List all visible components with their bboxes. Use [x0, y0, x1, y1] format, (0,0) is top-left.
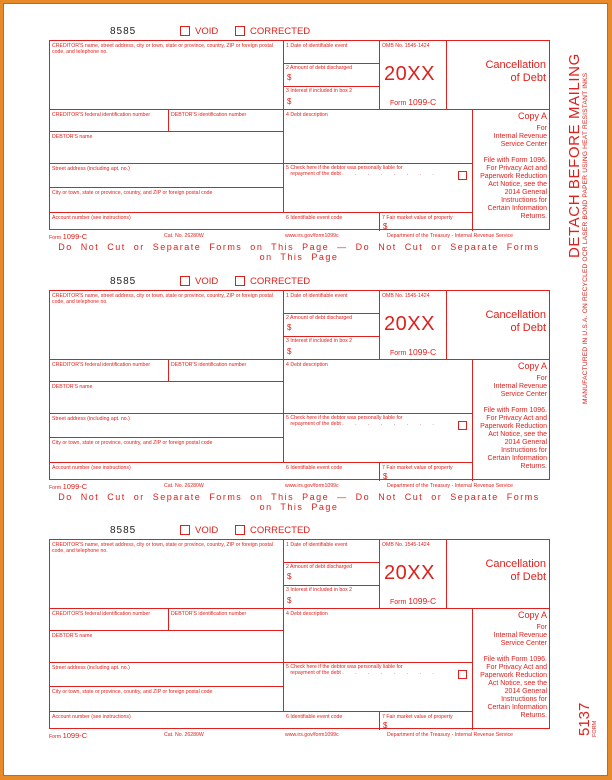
box4-label: 4 Debt description [286, 112, 328, 118]
box7-dollar: $ [383, 222, 388, 231]
box2-label: 2 Amount of debt discharged [286, 315, 353, 321]
box3-label: 3 Interest if included in box 2 [286, 88, 353, 94]
debtor-name-label: DEBTOR'S name [52, 134, 93, 140]
footer-cat: Cat. No. 26280W [164, 732, 204, 738]
corrected-label: CORRECTED [250, 525, 311, 536]
form-number: Form 1099-C [390, 97, 437, 107]
box1-label: 1 Date of identifiable event [286, 293, 348, 299]
form-1099c [4, 274, 564, 522]
city-label: City or town, state or province, country, and ZIP or foreign postal code [52, 440, 213, 446]
box6-label: 6 Identifiable event code [286, 465, 343, 471]
footer-url: www.irs.gov/form1099c [285, 732, 339, 738]
omb-label: OMB No. 1545-1424 [382, 293, 430, 299]
copy-info: For Internal Revenue Service Center File with Form 1096. For Privacy Act and Paperwork Reduction Act Notice, see the 2014 General Instructions for Certain Information Returns. [480, 624, 547, 719]
corrected-label: CORRECTED [250, 26, 311, 37]
footer-dept: Department of the Treasury - Internal Revenue Service [387, 233, 514, 239]
form-grid [49, 290, 550, 480]
form-code: 8585 [110, 276, 137, 287]
footer-cat: Cat. No. 26280W [164, 483, 204, 489]
form-code: 8585 [110, 525, 137, 536]
box5-checkbox[interactable] [458, 171, 467, 180]
void-label: VOID [195, 26, 219, 37]
account-label: Account number (see instructions) [52, 215, 131, 221]
footer-cat: Cat. No. 26280W [164, 233, 204, 239]
footer-url: www.irs.gov/form1099c [285, 483, 339, 489]
page-frame [3, 3, 608, 776]
box6-label: 6 Identifiable event code [286, 714, 343, 720]
box3-label: 3 Interest if included in box 2 [286, 587, 353, 593]
box5-label: 5 Check here if the debtor was personally liable for repayment of the debt . . . . . . . . [286, 664, 439, 677]
debtor-id-label: DEBTOR'S identification number [171, 112, 247, 118]
void-checkbox[interactable] [180, 276, 190, 286]
box2-label: 2 Amount of debt discharged [286, 65, 353, 71]
form-1099c [4, 523, 564, 771]
form-number: Form 1099-C [390, 596, 437, 606]
box1-label: 1 Date of identifiable event [286, 542, 348, 548]
form-header [4, 24, 564, 40]
footer-form: Form 1099-C [49, 232, 88, 241]
box5-checkbox[interactable] [458, 421, 467, 430]
box6-label: 6 Identifiable event code [286, 215, 343, 221]
box4-label: 4 Debt description [286, 611, 328, 617]
box3-dollar: $ [287, 97, 292, 106]
form-grid [49, 40, 550, 230]
form-title: Cancellation of Debt [485, 309, 546, 334]
footer-dept: Department of the Treasury - Internal Revenue Service [387, 483, 514, 489]
box2-dollar: $ [287, 73, 292, 82]
box1-label: 1 Date of identifiable event [286, 43, 348, 49]
corrected-label: CORRECTED [250, 276, 311, 287]
manufactured-notice: MANUFACTURED IN U.S.A. ON RECYCLED OCR LASER BOND PAPER USING HEAT RESISTANT INKS [582, 72, 589, 404]
box5-label: 5 Check here if the debtor was personally liable for repayment of the debt . . . . . . . . [286, 415, 439, 428]
street-label: Street address (including apt. no.) [52, 416, 130, 422]
debtor-id-label: DEBTOR'S identification number [171, 362, 247, 368]
account-label: Account number (see instructions) [52, 714, 131, 720]
creditor-fid-label: CREDITOR'S federal identification number [52, 611, 151, 617]
box7-dollar: $ [383, 721, 388, 730]
street-label: Street address (including apt. no.) [52, 166, 130, 172]
void-label: VOID [195, 525, 219, 536]
footer-form: Form 1099-C [49, 482, 88, 491]
omb-label: OMB No. 1545-1424 [382, 542, 430, 548]
box3-dollar: $ [287, 596, 292, 605]
box7-dollar: $ [383, 472, 388, 481]
box4-label: 4 Debt description [286, 362, 328, 368]
corrected-checkbox[interactable] [235, 276, 245, 286]
do-not-cut-notice: Do Not Cut or Separate Forms on This Page — Do Not Cut or Separate Forms on This Page [58, 242, 540, 262]
debtor-name-label: DEBTOR'S name [52, 633, 93, 639]
tax-year: 20XX [384, 313, 435, 335]
footer-form: Form 1099-C [49, 731, 88, 740]
box7-label: 7 Fair market value of property [382, 215, 453, 221]
form-title: Cancellation of Debt [485, 59, 546, 84]
box5-checkbox[interactable] [458, 670, 467, 679]
box7-label: 7 Fair market value of property [382, 714, 453, 720]
copy-label: Copy A [517, 361, 547, 371]
creditor-fid-label: CREDITOR'S federal identification number [52, 362, 151, 368]
void-checkbox[interactable] [180, 26, 190, 36]
debtor-name-label: DEBTOR'S name [52, 384, 93, 390]
account-label: Account number (see instructions) [52, 465, 131, 471]
box3-dollar: $ [287, 347, 292, 356]
void-label: VOID [195, 276, 219, 287]
form-number: Form 1099-C [390, 347, 437, 357]
creditor-name-label: CREDITOR'S name, street address, city or town, state or province, country, ZIP or foreign postal code, and telephone no. [52, 43, 273, 56]
creditor-name-label: CREDITOR'S name, street address, city or town, state or province, country, ZIP or foreign postal code, and telephone no. [52, 542, 273, 555]
detach-before-mailing: DETACH BEFORE MAILING [566, 53, 583, 258]
box2-label: 2 Amount of debt discharged [286, 564, 353, 570]
city-label: City or town, state or province, country, and ZIP or foreign postal code [52, 689, 213, 695]
form-header [4, 274, 564, 290]
box7-label: 7 Fair market value of property [382, 465, 453, 471]
form-header [4, 523, 564, 539]
copy-info: For Internal Revenue Service Center File with Form 1096. For Privacy Act and Paperwork Reduction Act Notice, see the 2014 General Instructions for Certain Information Returns. [480, 125, 547, 220]
form-grid [49, 539, 550, 729]
omb-label: OMB No. 1545-1424 [382, 43, 430, 49]
copy-info: For Internal Revenue Service Center File with Form 1096. For Privacy Act and Paperwork Reduction Act Notice, see the 2014 General Instructions for Certain Information Returns. [480, 375, 547, 470]
box5-label: 5 Check here if the debtor was personally liable for repayment of the debt . . . . . . . . [286, 165, 439, 178]
street-label: Street address (including apt. no.) [52, 665, 130, 671]
creditor-fid-label: CREDITOR'S federal identification number [52, 112, 151, 118]
box2-dollar: $ [287, 572, 292, 581]
creditor-name-label: CREDITOR'S name, street address, city or town, state or province, country, ZIP or foreign postal code, and telephone no. [52, 293, 273, 306]
corrected-checkbox[interactable] [235, 26, 245, 36]
footer-dept: Department of the Treasury - Internal Revenue Service [387, 732, 514, 738]
tax-year: 20XX [384, 562, 435, 584]
form-code: 8585 [110, 26, 137, 37]
form-1099c [4, 24, 564, 272]
footer-url: www.irs.gov/form1099c [285, 233, 339, 239]
box3-label: 3 Interest if included in box 2 [286, 338, 353, 344]
corrected-checkbox[interactable] [235, 525, 245, 535]
tax-year: 20XX [384, 63, 435, 85]
debtor-id-label: DEBTOR'S identification number [171, 611, 247, 617]
copy-label: Copy A [517, 111, 547, 121]
form-5137-label: FORM [592, 720, 598, 737]
form-title: Cancellation of Debt [485, 558, 546, 583]
copy-label: Copy A [517, 610, 547, 620]
form-5137-number: 5137 [576, 702, 593, 736]
box2-dollar: $ [287, 323, 292, 332]
city-label: City or town, state or province, country, and ZIP or foreign postal code [52, 190, 213, 196]
do-not-cut-notice: Do Not Cut or Separate Forms on This Page — Do Not Cut or Separate Forms on This Page [58, 492, 540, 512]
void-checkbox[interactable] [180, 525, 190, 535]
